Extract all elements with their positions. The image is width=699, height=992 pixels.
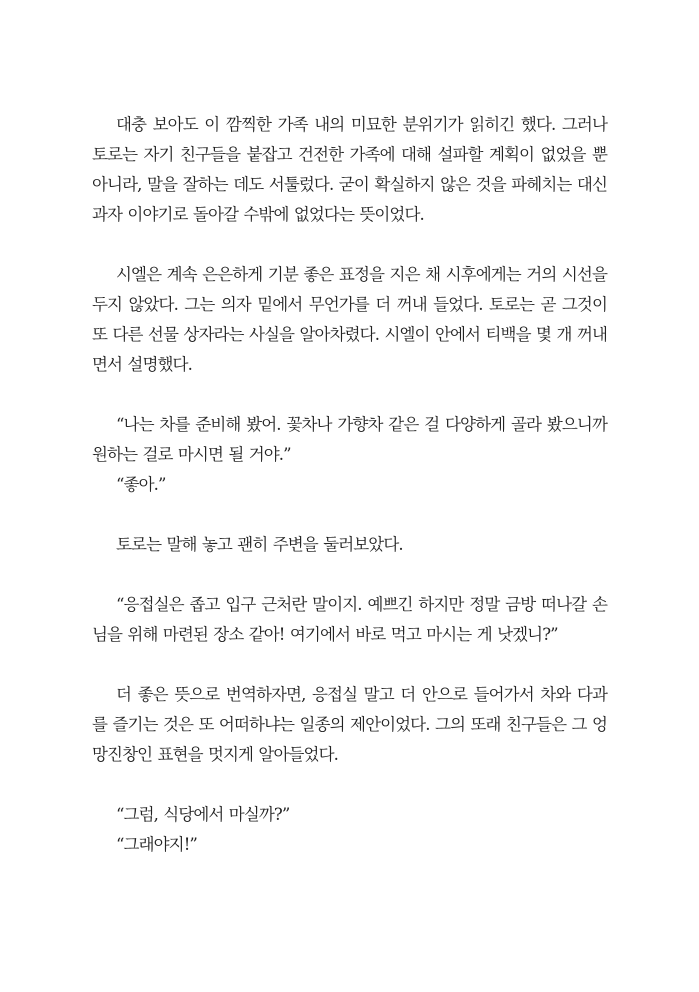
dialogue-1: “나는 차를 준비해 봤어. 꽃차나 가향차 같은 걸 다양하게 골라 봤으니까 원하는 걸로 마시면 될 거야.” [92, 415, 607, 464]
paragraph-gap [92, 650, 607, 680]
dialogue-5: “그래야지!” [116, 835, 197, 854]
dialogue-4: “그럼, 식당에서 마실까?” [116, 805, 290, 824]
paragraph-4: 더 좋은 뜻으로 번역하자면, 응접실 말고 더 안으로 들어가서 차와 다과를 즐기는 것은 또 어떠하냐는 일종의 제안이었다. 그의 또래 친구들은 그 엉망진창인 표현을 멋지게 알아들었다. [92, 685, 607, 764]
dialogue-2: “좋아.” [116, 475, 166, 494]
paragraph-gap [92, 230, 607, 260]
paragraph-1: 대충 보아도 이 깜찍한 가족 내의 미묘한 분위기가 읽히긴 했다. 그러나 토로는 자기 친구들을 붙잡고 건전한 가족에 대해 설파할 계획이 없었을 뿐 아니라, 말을 잘하는 데도 서툴렀다. 굳이 확실하지 않은 것을 파헤치는 대신 과자 이야기로 돌아갈 수밖에 없었다는 뜻이었다. [92, 115, 607, 224]
dialogue-3: “응접실은 좁고 입구 근처란 말이지. 예쁘긴 하지만 정말 금방 떠나갈 손님을 위해 마련된 장소 같아! 여기에서 바로 먹고 마시는 게 낫겠니?” [92, 595, 607, 644]
paragraph-gap [92, 770, 607, 800]
paragraph-gap [92, 380, 607, 410]
paragraph-2: 시엘은 계속 은은하게 기분 좋은 표정을 지은 채 시후에게는 거의 시선을 두지 않았다. 그는 의자 밑에서 무언가를 더 꺼내 들었다. 토로는 곧 그것이 또 다른 선물 상자라는 사실을 알아차렸다. 시엘이 안에서 티백을 몇 개 꺼내면서 설명했다. [92, 265, 607, 374]
document-body [92, 110, 607, 860]
paragraph-gap [92, 560, 607, 590]
paragraph-gap [92, 500, 607, 530]
paragraph-3: 토로는 말해 놓고 괜히 주변을 둘러보았다. [116, 535, 403, 554]
